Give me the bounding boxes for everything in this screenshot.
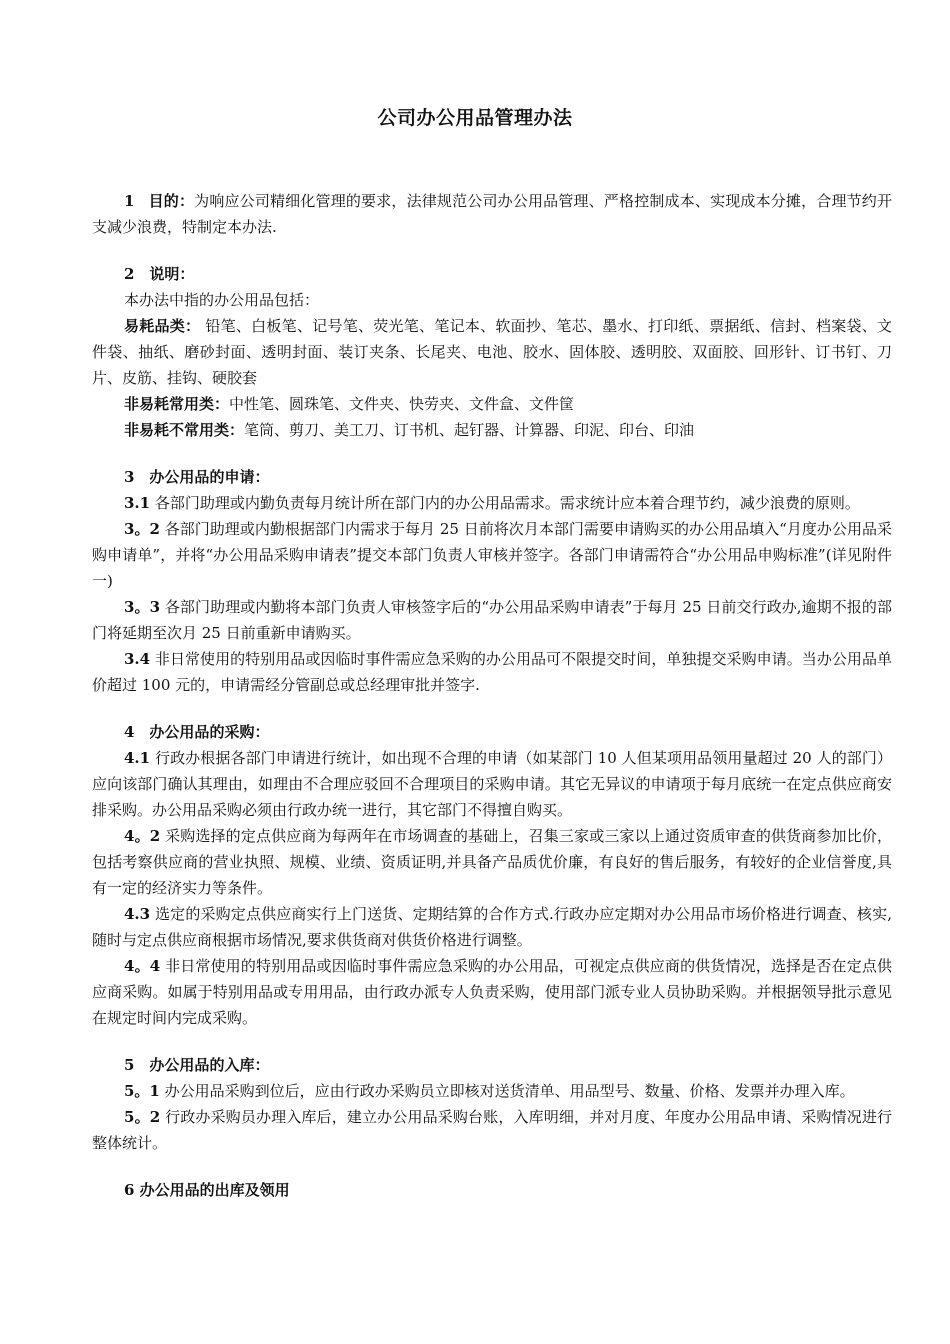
clause-text: 办公用品采购到位后，应由行政办采购员立即核对送货清单、用品型号、数量、价格、发票并办理入库。 <box>159 1082 855 1100</box>
category-uncommon-label: 非易耗不常用类： <box>124 421 245 439</box>
clause-text: 各部门助理或内勤根据部门内需求于每月 25 日前将次月本部门需要申请购买的办公用品填入“月度办公用品采购申请单”，并将“办公用品采购申请表”提交本部门负责人审核并签字。各部门申请需符合“办公用品申购标准”(详见附件一) <box>92 520 892 590</box>
category-uncommon <box>92 417 892 443</box>
clause-number: 3.1 <box>124 494 151 512</box>
section-1-number: 1 <box>124 192 135 210</box>
section-3-4 <box>92 646 892 698</box>
section-6-heading: 6 办公用品的出库及领用 <box>124 1181 290 1199</box>
clause-text: 采购选择的定点供应商为每两年在市场调查的基础上，召集三家或三家以上通过资质审查的供货商参加比价，包括考察供应商的营业执照、规模、业绩、资质证明,并具备产品质优价廉，有良好的售后服务，有较好的企业信誉度,具有一定的经济实力等条件。 <box>92 827 892 897</box>
clause-text: 行政办根据各部门申请进行统计，如出现不合理的申请（如某部门 10 人但某项用品领用量超过 20 人的部门）应向该部门确认其理由，如理由不合理应驳回不合理项目的采购申请。其它无异议的申请项于每月底统一在定点供应商安排采购。办公用品采购必须由行政办统一进行，其它部门不得擅自购买。 <box>92 749 892 819</box>
section-1-text: 为响应公司精细化管理的要求，法律规范公司办公用品管理、严格控制成本、实现成本分摊，合理节约开支减少浪费，特制定本办法. <box>92 192 892 236</box>
clause-number: 5。1 <box>124 1082 160 1100</box>
clause-text: 行政办采购员办理入库后，建立办公用品采购台账，入库明细，并对月度、年度办公用品申请、采购情况进行整体统计。 <box>92 1108 892 1152</box>
section-1-label: 目的： <box>148 192 195 210</box>
category-consumables <box>92 313 892 391</box>
clause-number: 3。3 <box>124 598 161 616</box>
clause-text: 选定的采购定点供应商实行上门送货、定期结算的合作方式.行政办应定期对办公用品市场价格进行调查、核实,随时与定点供应商根据市场情况,要求供货商对供货价格进行调整。 <box>92 905 892 949</box>
section-2-heading: 2 说明： <box>124 265 195 283</box>
section-3-heading: 3 办公用品的申请： <box>124 468 270 486</box>
section-5-2 <box>92 1104 892 1156</box>
clause-number: 4。2 <box>124 827 161 845</box>
section-4-1 <box>92 745 892 823</box>
section-1-purpose <box>92 188 892 240</box>
section-4-3 <box>92 901 892 953</box>
clause-number: 3.4 <box>124 650 151 668</box>
clause-text: 各部门助理或内勤将本部门负责人审核签字后的“办公用品采购申请表”于每月 25 日前交行政办,逾期不报的部门将延期至次月 25 日前重新申请购买。 <box>92 598 892 642</box>
section-5-heading: 5 办公用品的入库： <box>124 1056 270 1074</box>
category-common-label: 非易耗常用类： <box>124 395 230 413</box>
clause-number: 4.1 <box>124 749 151 767</box>
document-title: 公司办公用品管理办法 <box>377 107 573 129</box>
clause-text: 各部门助理或内勤负责每月统计所在部门内的办公用品需求。需求统计应本着合理节约，减少浪费的原则。 <box>150 494 860 512</box>
section-3-2 <box>92 516 892 594</box>
category-consumables-label: 易耗品类： <box>124 317 201 335</box>
section-2-intro: 本办法中指的办公用品包括： <box>124 291 320 309</box>
section-3-1 <box>92 490 892 516</box>
document-body <box>92 188 892 1203</box>
section-5-1 <box>92 1078 892 1104</box>
category-uncommon-items: 笔筒、剪刀、美工刀、订书机、起钉器、计算器、印泥、印台、印油 <box>244 421 695 439</box>
clause-number: 5。2 <box>124 1108 161 1126</box>
section-4-2 <box>92 823 892 901</box>
section-4-4 <box>92 953 892 1031</box>
clause-text: 非日常使用的特别用品或因临时事件需应急采购的办公用品可不限提交时间，单独提交采购申请。当办公用品单价超过 100 元的，申请需经分管副总或总经理审批并签字. <box>92 650 892 694</box>
clause-number: 4。4 <box>124 957 161 975</box>
clause-number: 3。2 <box>124 520 160 538</box>
clause-number: 4.3 <box>124 905 151 923</box>
clause-text: 非日常使用的特别用品或因临时事件需应急采购的办公用品，可视定点供应商的供货情况，选择是否在定点供应商采购。如属于特别用品或专用用品，由行政办派专人负责采购，使用部门派专业人员协助采购。并根据领导批示意见在规定时间内完成采购。 <box>92 957 892 1027</box>
section-4-heading: 4 办公用品的采购： <box>124 723 270 741</box>
category-common-items: 中性笔、圆珠笔、文件夹、快劳夹、文件盒、文件筐 <box>229 395 575 413</box>
category-consumables-items: 铅笔、白板笔、记号笔、荧光笔、笔记本、软面抄、笔芯、墨水、打印纸、票据纸、信封、档案袋、文件袋、抽纸、磨砂封面、透明封面、装订夹条、长尾夹、电池、胶水、固体胶、透明胶、双面胶、回形针、订书钉、刀片、皮筋、挂钩、硬胶套 <box>92 317 892 387</box>
category-common <box>92 391 892 417</box>
section-3-3 <box>92 594 892 646</box>
